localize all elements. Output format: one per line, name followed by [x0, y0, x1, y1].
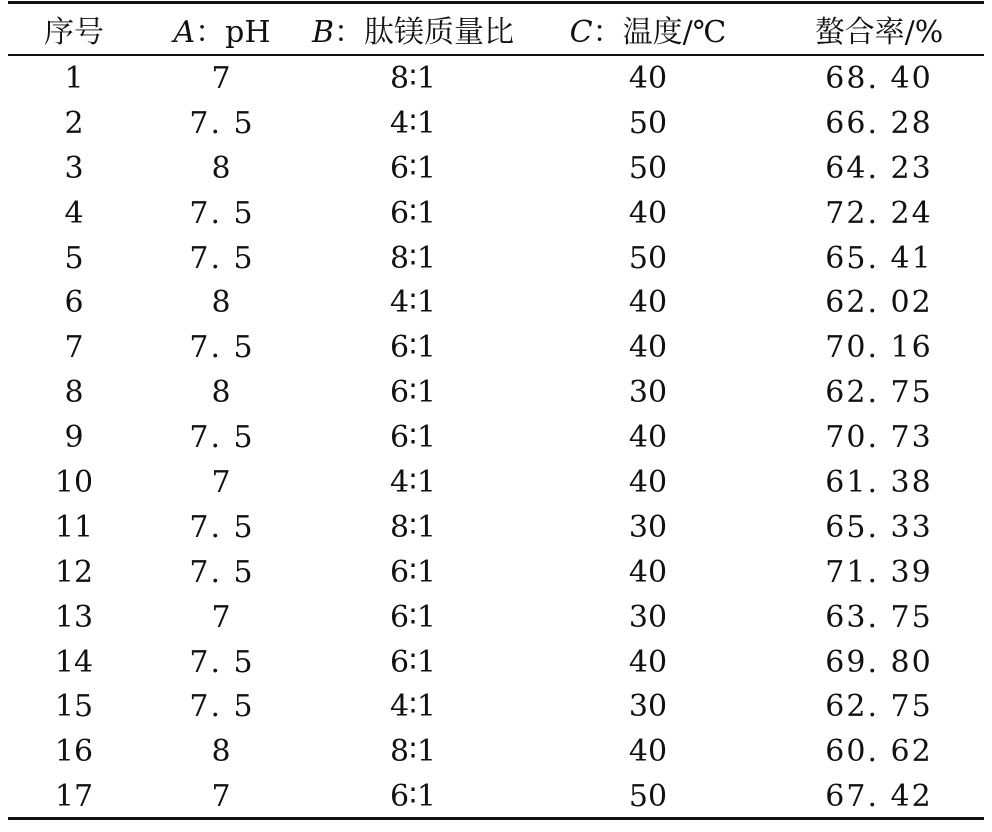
table-body — [8, 54, 984, 819]
cell-ph: 8 — [211, 285, 233, 321]
cell-temperature: 40 — [628, 464, 668, 500]
cell-mass-ratio: 8∶1 — [390, 60, 436, 96]
table-row — [8, 595, 984, 640]
cell-temperature: 50 — [628, 240, 668, 276]
cell-temperature: 30 — [628, 599, 668, 635]
cell-index: 1 — [64, 60, 84, 96]
cell-temperature: 30 — [628, 509, 668, 545]
cell-chelation-rate: 65. 33 — [825, 509, 933, 545]
cell-ph: 7. 5 — [189, 689, 255, 725]
cell-mass-ratio: 4∶1 — [390, 689, 436, 725]
factor-c-symbol: C — [569, 15, 593, 50]
cell-chelation-rate: 66. 28 — [825, 105, 933, 141]
cell-mass-ratio: 6∶1 — [390, 150, 436, 186]
cell-mass-ratio: 6∶1 — [390, 599, 436, 635]
table-row — [8, 774, 984, 819]
cell-temperature: 40 — [628, 644, 668, 680]
cell-index: 2 — [64, 105, 84, 141]
cell-index: 4 — [64, 195, 84, 231]
table-row — [8, 550, 984, 595]
table-row — [8, 684, 984, 729]
header-chelation-rate: 螯合率/% — [814, 15, 944, 50]
cell-temperature: 40 — [628, 60, 668, 96]
cell-index: 15 — [54, 689, 94, 725]
cell-index: 16 — [54, 734, 94, 770]
table-row — [8, 280, 984, 325]
cell-chelation-rate: 70. 73 — [825, 420, 933, 456]
cell-index: 17 — [54, 779, 94, 815]
cell-mass-ratio: 4∶1 — [390, 464, 436, 500]
cell-chelation-rate: 60. 62 — [825, 734, 933, 770]
cell-chelation-rate: 67. 42 — [825, 779, 933, 815]
cell-ph: 7. 5 — [189, 105, 255, 141]
cell-temperature: 40 — [628, 285, 668, 321]
cell-index: 5 — [64, 240, 84, 276]
table-row — [8, 325, 984, 370]
cell-mass-ratio: 8∶1 — [390, 240, 436, 276]
cell-mass-ratio: 6∶1 — [390, 195, 436, 231]
factor-c-label: ：温度/℃ — [592, 15, 727, 50]
cell-chelation-rate: 71. 39 — [825, 554, 933, 590]
cell-temperature: 50 — [628, 150, 668, 186]
cell-chelation-rate: 64. 23 — [825, 150, 933, 186]
cell-mass-ratio: 8∶1 — [390, 509, 436, 545]
cell-ph: 7. 5 — [189, 644, 255, 680]
cell-ph: 7 — [211, 599, 233, 635]
header-index: 序号 — [44, 15, 104, 50]
cell-chelation-rate: 69. 80 — [825, 644, 933, 680]
cell-index: 6 — [64, 285, 84, 321]
cell-chelation-rate: 68. 40 — [825, 60, 933, 96]
cell-chelation-rate: 65. 41 — [825, 240, 933, 276]
cell-index: 10 — [54, 464, 94, 500]
cell-ph: 8 — [211, 375, 233, 411]
factor-a-symbol: A — [173, 15, 196, 50]
factor-a-label: ：pH — [195, 15, 271, 50]
cell-ph: 7. 5 — [189, 330, 255, 366]
cell-mass-ratio: 6∶1 — [390, 644, 436, 680]
factor-b-label: ：肽镁质量比 — [334, 15, 515, 50]
table-row — [8, 191, 984, 236]
table-row — [8, 460, 984, 505]
cell-temperature: 30 — [628, 375, 668, 411]
table-header — [8, 4, 984, 54]
cell-ph: 7. 5 — [189, 240, 255, 276]
header-ph — [140, 4, 304, 54]
cell-temperature: 40 — [628, 330, 668, 366]
cell-index: 9 — [64, 420, 84, 456]
cell-chelation-rate: 61. 38 — [825, 464, 933, 500]
cell-ph: 7. 5 — [189, 195, 255, 231]
table-row — [8, 236, 984, 281]
table-row — [8, 729, 984, 774]
factor-b-symbol: B — [311, 15, 335, 50]
table-row — [8, 54, 984, 101]
cell-chelation-rate: 62. 75 — [825, 689, 933, 725]
cell-mass-ratio: 6∶1 — [390, 554, 436, 590]
cell-index: 8 — [64, 375, 84, 411]
cell-index: 3 — [64, 150, 84, 186]
cell-temperature: 30 — [628, 689, 668, 725]
cell-temperature: 40 — [628, 554, 668, 590]
table-row — [8, 146, 984, 191]
cell-mass-ratio: 8∶1 — [390, 734, 436, 770]
cell-mass-ratio: 4∶1 — [390, 285, 436, 321]
cell-mass-ratio: 4∶1 — [390, 105, 436, 141]
cell-index: 13 — [54, 599, 94, 635]
cell-chelation-rate: 63. 75 — [825, 599, 933, 635]
cell-index: 12 — [54, 554, 94, 590]
table-row — [8, 101, 984, 146]
cell-chelation-rate: 62. 75 — [825, 375, 933, 411]
cell-mass-ratio: 6∶1 — [390, 420, 436, 456]
table-row — [8, 415, 984, 460]
cell-temperature: 50 — [628, 105, 668, 141]
cell-chelation-rate: 62. 02 — [825, 285, 933, 321]
cell-mass-ratio: 6∶1 — [390, 779, 436, 815]
cell-chelation-rate: 72. 24 — [825, 195, 933, 231]
cell-temperature: 40 — [628, 734, 668, 770]
cell-index: 11 — [54, 509, 94, 545]
cell-ph: 7 — [211, 60, 233, 96]
cell-ph: 7. 5 — [189, 509, 255, 545]
cell-index: 14 — [54, 644, 94, 680]
cell-temperature: 40 — [628, 420, 668, 456]
cell-ph: 7. 5 — [189, 420, 255, 456]
cell-index: 7 — [64, 330, 84, 366]
cell-ph: 8 — [211, 150, 233, 186]
cell-ph: 7 — [211, 779, 233, 815]
cell-temperature: 50 — [628, 779, 668, 815]
cell-mass-ratio: 6∶1 — [390, 330, 436, 366]
cell-ph: 7. 5 — [189, 554, 255, 590]
header-temperature — [522, 4, 774, 54]
cell-ph: 7 — [211, 464, 233, 500]
cell-mass-ratio: 6∶1 — [390, 375, 436, 411]
table-row — [8, 505, 984, 550]
cell-chelation-rate: 70. 16 — [825, 330, 933, 366]
cell-temperature: 40 — [628, 195, 668, 231]
cell-ph: 8 — [211, 734, 233, 770]
table-row — [8, 370, 984, 415]
header-row — [8, 4, 984, 54]
experiment-results-table — [8, 4, 984, 819]
table-row — [8, 640, 984, 685]
header-mass-ratio — [304, 4, 522, 54]
